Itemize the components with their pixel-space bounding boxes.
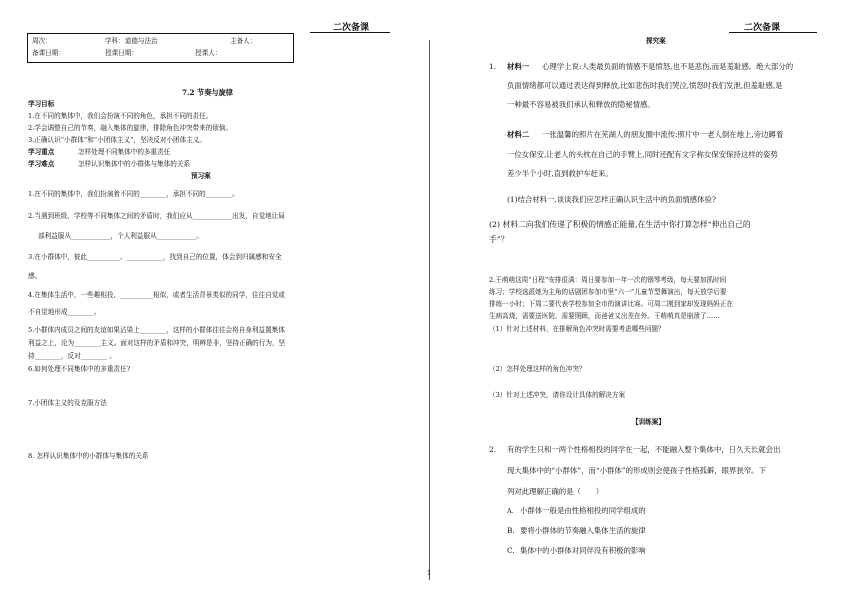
preview-q7: 7.小团体主义的及克服方法: [28, 399, 107, 407]
case-two-line: 排练一小时；下周二要代表学校参加全市的演讲比赛。可周二刚到家却发现妈妈正在: [489, 300, 733, 308]
info-week: 周次：: [32, 37, 52, 45]
material-one-line: 一种最不容易被我们承认和释放的隐秘情感。: [507, 100, 655, 109]
header-underline-right: [729, 32, 817, 33]
header-underline-left: [310, 32, 390, 33]
preview-q3-line2: 感。: [28, 272, 42, 280]
second-prep-header-left: 二次备课: [333, 23, 370, 33]
option-letter: B.: [507, 526, 515, 535]
option-text: 小群体一般是由性格相投的同学组成的: [520, 506, 646, 515]
lesson-title: 7.2 节奏与旋律: [182, 88, 233, 97]
option-letter: C.: [507, 546, 515, 555]
option-text: 集体中的小群体对同伴没有积极的影响: [520, 546, 646, 555]
preview-q2-line2: 部利益服从____________，个人利益服从____________。: [38, 232, 203, 240]
preview-q4-line1: 4.在集体生活中，一些趣相投、__________相似，或者生活背景类似的同学，往往自觉或: [28, 291, 285, 299]
inquiry-question-1: (1)结合材料一,谈谈我们应怎样正确认识生活中的负面情感体验?: [507, 195, 716, 204]
material-two-label: 材料二: [507, 130, 530, 139]
training-heading: 【训练案】: [632, 418, 665, 426]
preview-q2-line1: 2.当遇到班级、学校等不同集体之间的矛盾时，我们应从____________出发，自觉地让局: [28, 212, 285, 220]
material-two-line: 一张温馨的照片在芜湖人的朋友圈中流传:照片中一老人倒在地上,旁边蹲着: [542, 130, 784, 139]
difficulty-label: 学习难点: [28, 160, 55, 168]
preview-q5-line3: 持________，反对________ 。: [28, 352, 116, 360]
material-one-line: 心理学上说:人类最负面的情感不是愤怒,也不是悲伤,而是羞耻感。绝大部分的: [542, 62, 794, 71]
preview-q4-line2: 不自觉地形成________。: [28, 308, 101, 316]
page-number: 1: [427, 569, 432, 577]
inquiry-question-2-line2: 手”？: [489, 235, 509, 244]
case-two-line: 生病高烧，需要送医院、需要照顾，而爸爸又出差在外。王萌萌真是崩溃了……: [489, 312, 720, 320]
inquiry-q-number: 1.: [489, 62, 497, 71]
material-one-line: 负面情绪都可以通过表达得到释放,比如悲伤时我们哭泣,愤怒时我们发泄,但羞耻感,是: [507, 81, 783, 90]
info-teach-date: 授课日期：: [105, 49, 138, 57]
preview-q5-line1: 5.小群体内成员之间的友谊如果沾染上________，这样的小群体往往会将自身利益置集体: [28, 326, 285, 334]
second-prep-header-right: 二次备课: [744, 23, 781, 33]
case-two-question-3: （3）针对上述冲突，请你设计具体的解决方案: [489, 391, 626, 399]
training-stem-line: 有的学生只和一两个性格相投的同学在一起，不能融入整个集体中，日久天长就会出: [507, 445, 781, 454]
key-point-label: 学习重点: [28, 148, 55, 156]
difficulty-text: 怎样认识集体中的小群体与集体的关系: [78, 160, 191, 168]
preview-q8: 8. 怎样认识集体中的小群体与集体的关系: [28, 452, 149, 460]
preview-q3-line1: 3.在小群体中，彼此__________、___________，找到自己的位置，体会到归属感和安全: [28, 253, 282, 261]
objectives-heading: 学习目标: [28, 100, 55, 108]
option-letter: A.: [507, 507, 514, 515]
info-preparer: 主备人：: [230, 37, 257, 45]
inquiry-heading: 探究案: [646, 37, 666, 45]
key-point-text: 怎样处理不同集体中的多重责任: [78, 148, 171, 156]
info-subject: 学科：道德与法治: [105, 37, 158, 45]
training-q-number: 2.: [489, 445, 497, 454]
preview-q1: 1.在不同的集体中，我们扮演着不同的________，承担不同的________。: [28, 190, 239, 198]
info-teacher: 授课人：: [195, 49, 222, 57]
option-text: 要将小群体的节奏融入集体生活的旋律: [520, 526, 646, 535]
material-two-line: 差少半个小时,直到救护车赶来。: [507, 169, 613, 178]
material-one-label: 材料一: [507, 62, 530, 71]
preview-q6: 6.如何处理不同集体中的多重责任?: [28, 365, 131, 373]
preview-heading: 预习案: [191, 172, 211, 180]
case-two-question-1: （1）针对上述材料，在排解角色冲突时需要考虑哪些问题？: [489, 325, 665, 333]
training-stem-line: 列对此理解正确的是（ ）: [507, 487, 604, 496]
material-two-line: 一位女保安,让老人的头枕在自己的手臂上,同时还配有文字称女保安保持这样的姿势: [507, 150, 778, 159]
case-two-line: 练习；学校选派她为主角的话剧团参加市里“六一”儿童节型舞演出，每天放学后要: [489, 288, 727, 296]
training-stem-line: 现大集体中的“小群体”，而“小群体”的形成则会使孩子性格孤僻，眼界狭窄。下: [507, 466, 767, 475]
column-divider: [429, 40, 430, 580]
preview-q5-line2: 利益之上，沦为________主义。面对这样的矛盾和冲突，明辨是非，坚持正确的行为，坚: [28, 339, 286, 347]
objective-item: 2.学会调整自己的节奏，融入集体的旋律，排除角色冲突带来的烦恼。: [28, 124, 233, 132]
objective-item: 3.正确认识“小群体”和“小团体主义”，坚决反对小团体主义。: [28, 136, 207, 144]
case-two-line: 2.王萌萌这周“日程”安排很满：周日要参加一年一次的钢琴考级，每天要加抓时间: [489, 276, 727, 284]
objective-item: 1.在不同的集体中，我们会扮演不同的角色，承担不同的责任。: [28, 112, 213, 120]
info-prep-date: 备课日期：: [32, 49, 65, 57]
case-two-question-2: （2）怎样处理这样的角色冲突？: [489, 365, 586, 373]
inquiry-question-2-line1: (2) 材料二向我们传递了积极的情感正能量,在生活中你打算怎样“伸出自己的: [489, 220, 751, 229]
